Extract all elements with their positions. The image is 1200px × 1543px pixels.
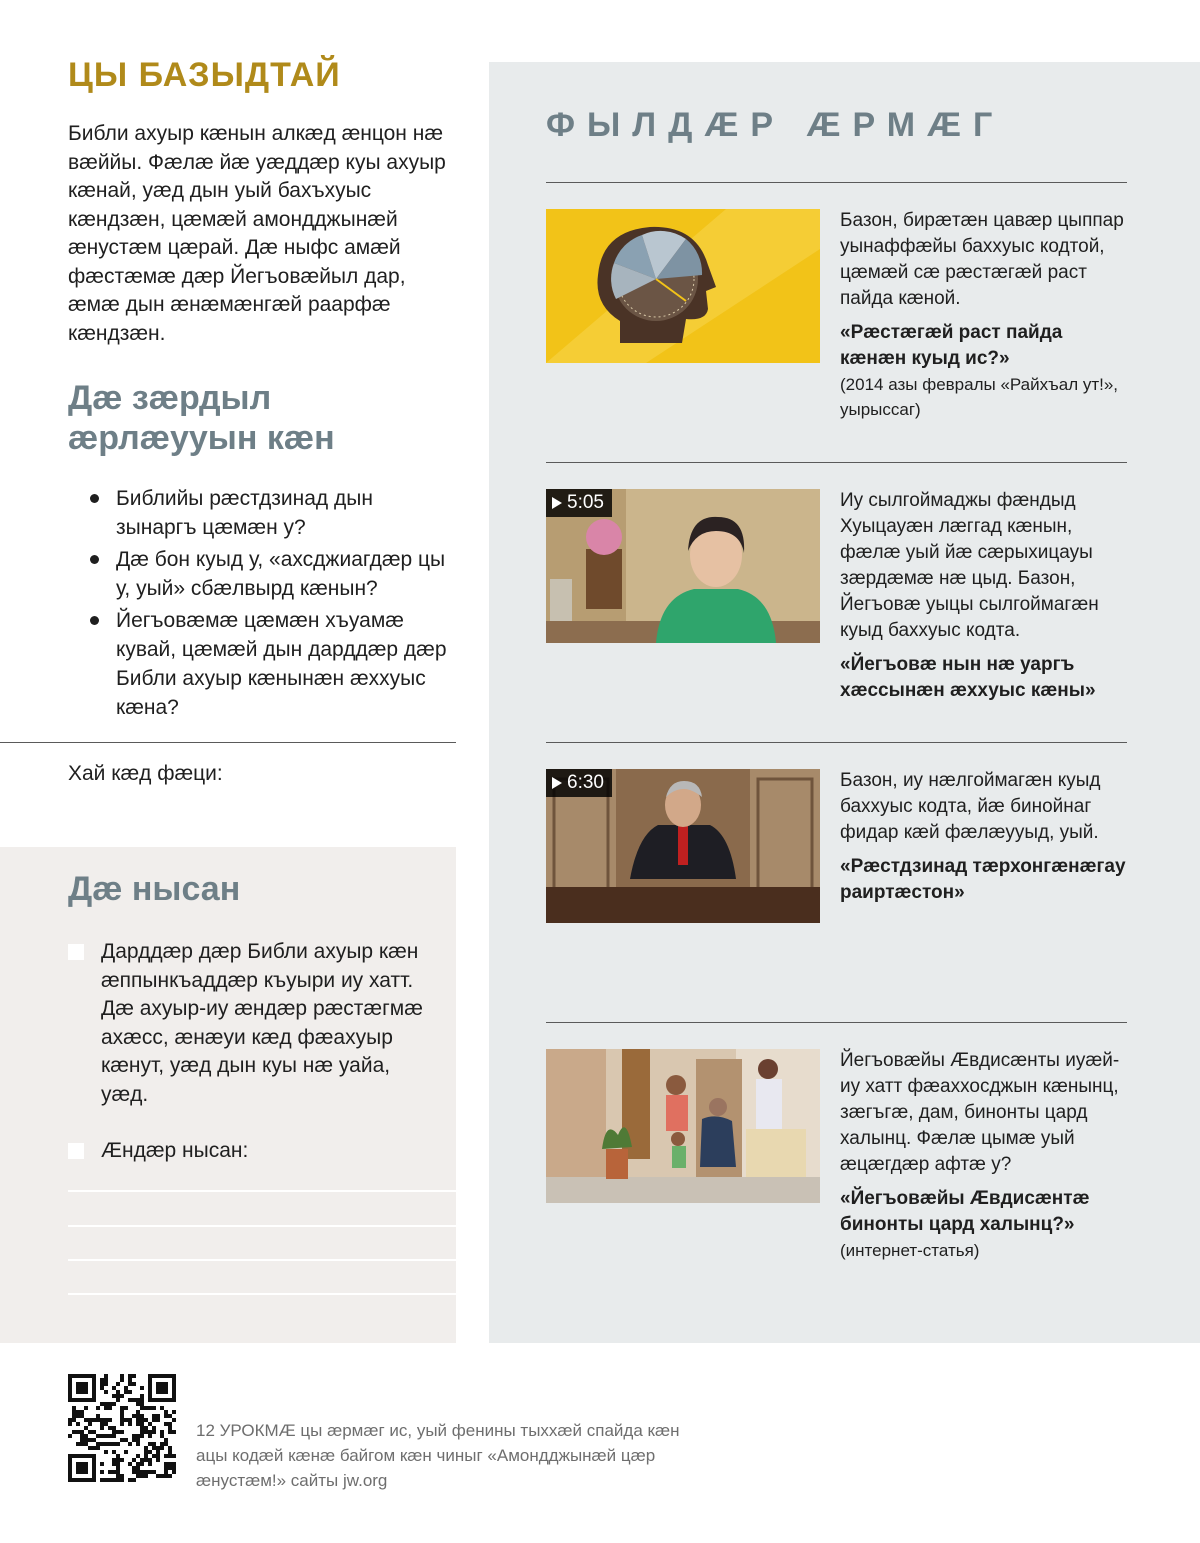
video-item <box>840 488 1130 704</box>
play-icon <box>552 497 562 509</box>
item-source: (интернет-статья) <box>840 1241 980 1260</box>
goal-text: Æндæр нысан: <box>101 1139 249 1162</box>
item-reference-link[interactable]: «Рæстдзинад тæрхонгæнæгау раиртæстон» <box>840 856 1126 903</box>
item-reference-link[interactable]: «Рæстæгæй раст пайда кæнæн куыд ис?» <box>840 322 1063 369</box>
goal-item-other <box>68 1137 428 1166</box>
write-in-line[interactable] <box>68 1190 456 1192</box>
video-item <box>840 768 1130 906</box>
checkbox[interactable] <box>68 1143 84 1159</box>
review-item: Йегъовæмæ цæмæн хъуамæ кувай, цæмæй дын дарддæр дæр Библи ахуыр кæнынæн æххуыс кæна? <box>88 606 458 722</box>
item-source: (2014 азы февралы «Райхъал ут!», уырыссаг) <box>840 375 1119 419</box>
bullet-icon <box>90 555 99 564</box>
video-thumbnail[interactable] <box>546 769 820 923</box>
article-item <box>840 208 1130 422</box>
item-description: Базон, бирæтæн цавæр цыппар уынаффæйы баххуыс кодтой, цæмæй сæ рæстæгæй раст пайда кæной. <box>840 210 1124 309</box>
write-in-line[interactable] <box>68 1259 456 1261</box>
goal-text: Дарддæр дæр Библи ахуыр кæн æппынкъаддæр къуыри иу хатт. Дæ ахуыр-иу æндæр рæстæгмæ ахæсс, æнæуи кæд фæахуыр кæнут, уæд дын куы нæ уайа, уæд. <box>101 940 423 1106</box>
divider <box>546 1022 1127 1023</box>
divider <box>546 462 1127 463</box>
divider <box>546 742 1127 743</box>
bullet-icon <box>90 494 99 503</box>
footer-text: 12 УРОКМÆ цы æрмæг ис, уый фенины тыххæй спайда кæн ацы кодæй кæнæ байгом кæн чиныг «Амондджынæй цæр æнустæм!» сайты jw.org <box>196 1421 680 1490</box>
divider <box>0 742 456 743</box>
article-thumbnail[interactable] <box>546 209 820 363</box>
date-completed-label: Хай кæд фæци: <box>68 762 223 785</box>
review-list <box>88 484 458 725</box>
item-description: Иу сылгоймаджы фæндыд Хуыцауæн лæггад кæнын, фæлæ уый йæ сæрыхицауы зæрдæмæ нæ цыд. Базон, Йегъовæ уыцы сылгоймагæн куыд баххуыс кодта. <box>840 490 1099 641</box>
divider <box>546 182 1127 183</box>
review-title: Дæ зæрдыл æрлæууын кæн <box>68 379 335 457</box>
checkbox[interactable] <box>68 944 84 960</box>
goal-item <box>68 938 428 1109</box>
review-item: Библийы рæстдзинад дын зынаргъ цæмæн у? <box>88 484 458 542</box>
video-thumbnail[interactable] <box>546 489 820 643</box>
learn-more-title: ФЫЛДÆР ÆРМÆГ <box>546 106 1005 144</box>
goal-title: Дæ нысан <box>68 870 241 908</box>
item-reference-link[interactable]: «Йегъовæ нын нæ уаргъ хæссынæн æххуыс кæны» <box>840 654 1096 701</box>
video-duration-badge: 5:05 <box>546 489 612 517</box>
video-duration-badge: 6:30 <box>546 769 612 797</box>
item-reference-link[interactable]: «Йегъовæйы Æвдисæнтæ бинонты цард халынц?» <box>840 1188 1090 1235</box>
qr-code-icon <box>68 1374 176 1482</box>
qr-code[interactable] <box>68 1374 176 1482</box>
item-description: Йегъовæйы Æвдисæнты иуæй-иу хатт фæаххосджын кæнынц, зæгъгæ, дам, бинонты цард халынц. Фæлæ цымæ уый æцæгдæр афтæ у? <box>840 1050 1120 1175</box>
family-greeting-illustration <box>546 1049 820 1203</box>
summary-title: ЦЫ БАЗЫДТАЙ <box>68 56 341 94</box>
write-in-line[interactable] <box>68 1225 456 1227</box>
article-thumbnail[interactable] <box>546 1049 820 1203</box>
play-icon <box>552 777 562 789</box>
item-description: Базон, иу нæлгоймагæн куыд баххуыс кодта, йæ бинойнаг фидар кæй фæлæууыд, уый. <box>840 770 1101 843</box>
article-item <box>840 1048 1130 1263</box>
head-clock-illustration <box>546 209 820 363</box>
write-in-line[interactable] <box>68 1293 456 1295</box>
bullet-icon <box>90 616 99 625</box>
summary-text: Библи ахуыр кæнын алкæд æнцон нæ вæййы. Фæлæ йæ уæддæр куы ахуыр кæнай, уæд дын уый бахъхуыс кæндзæн, цæмæй амондджынæй æнустæм цæрай. Дæ ныфс амæй фæстæмæ дæр Йегъовæйыл дар, æмæ дын æнæмæнгæй раарфæ кæндзæн. <box>68 122 446 345</box>
review-item: Дæ бон куыд у, «ахсджиагдæр цы у, уый» сбæлвырд кæнын? <box>88 545 458 603</box>
